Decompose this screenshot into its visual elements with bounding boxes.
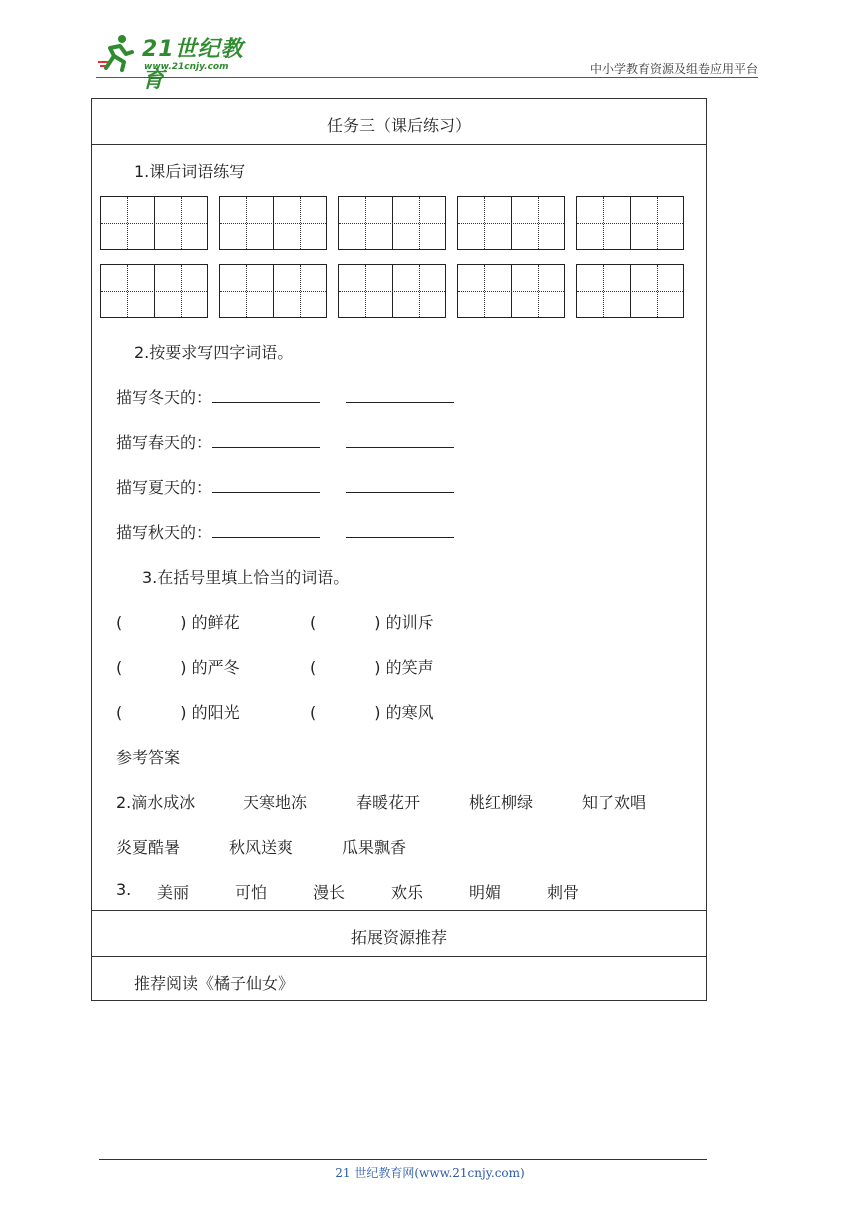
answer-blank[interactable] bbox=[212, 476, 320, 493]
writing-cell[interactable] bbox=[576, 196, 684, 250]
answer-word: 2.滴水成冰 bbox=[116, 793, 196, 812]
q2-label: 描写夏天的： bbox=[116, 478, 213, 497]
writing-cell[interactable] bbox=[576, 264, 684, 318]
answer-word: 美丽 bbox=[157, 883, 190, 902]
q3-item: ( ) 的严冬 bbox=[116, 658, 240, 677]
answer-word: 可怕 bbox=[235, 883, 268, 902]
q3-item: ( ) 的阳光 bbox=[116, 703, 240, 722]
answer-blank[interactable] bbox=[346, 476, 454, 493]
answer-blank[interactable] bbox=[346, 521, 454, 538]
runner-logo-icon bbox=[96, 32, 136, 72]
logo-url: www.21cnjy.com bbox=[144, 62, 229, 72]
q3-title: 3.在括号里填上恰当的词语。 bbox=[142, 568, 350, 587]
extension-title: 拓展资源推荐 bbox=[350, 928, 447, 947]
footer-divider bbox=[99, 1159, 707, 1160]
table-divider bbox=[92, 956, 706, 957]
writing-cell[interactable] bbox=[457, 196, 565, 250]
writing-cell[interactable] bbox=[100, 264, 208, 318]
answer-blank[interactable] bbox=[346, 386, 454, 403]
footer-text: 21 世纪教育网(www.21cnjy.com) bbox=[335, 1166, 525, 1180]
q2-label: 描写秋天的： bbox=[116, 523, 213, 542]
site-logo bbox=[96, 32, 266, 93]
answer-word: 3. bbox=[116, 880, 132, 899]
answer-word: 瓜果飘香 bbox=[342, 838, 407, 857]
recommended-reading: 推荐阅读《橘子仙女》 bbox=[134, 974, 295, 993]
writing-cell[interactable] bbox=[100, 196, 208, 250]
header-platform-text: 中小学教育资源及组卷应用平台 bbox=[589, 62, 758, 76]
table-divider bbox=[92, 910, 706, 911]
q3-item: ( ) 的笑声 bbox=[310, 658, 434, 677]
q2-label: 描写春天的： bbox=[116, 433, 213, 452]
answer-word: 明媚 bbox=[469, 883, 502, 902]
header-divider bbox=[96, 77, 758, 78]
writing-cell[interactable] bbox=[457, 264, 565, 318]
q3-item: ( ) 的鲜花 bbox=[116, 613, 240, 632]
answer-word: 秋风送爽 bbox=[229, 838, 294, 857]
answer-blank[interactable] bbox=[212, 386, 320, 403]
q3-item: ( ) 的训斥 bbox=[310, 613, 434, 632]
q2-label: 描写冬天的： bbox=[116, 388, 213, 407]
q2-title: 2.按要求写四字词语。 bbox=[134, 343, 294, 362]
writing-cell[interactable] bbox=[338, 264, 446, 318]
answer-word: 漫长 bbox=[313, 883, 346, 902]
answer-word: 欢乐 bbox=[391, 883, 424, 902]
answer-word: 炎夏酷暑 bbox=[116, 838, 181, 857]
logo-text: 21世纪教育 bbox=[142, 37, 244, 93]
page-header bbox=[96, 30, 758, 93]
writing-cell[interactable] bbox=[338, 196, 446, 250]
answers-title: 参考答案 bbox=[116, 748, 181, 767]
q3-item: ( ) 的寒风 bbox=[310, 703, 434, 722]
answer-word: 桃红柳绿 bbox=[469, 793, 534, 812]
q2-row-winter bbox=[116, 385, 454, 408]
answer-word: 天寒地冻 bbox=[243, 793, 308, 812]
exercise-table bbox=[91, 98, 707, 1001]
writing-cell[interactable] bbox=[219, 264, 327, 318]
answer-blank[interactable] bbox=[212, 431, 320, 448]
answer-word: 刺骨 bbox=[547, 883, 580, 902]
q1-title: 1.课后词语练写 bbox=[134, 162, 246, 181]
answer-blank[interactable] bbox=[212, 521, 320, 538]
q2-row-spring bbox=[116, 430, 454, 453]
section-title: 任务三（课后练习） bbox=[326, 116, 471, 135]
table-divider bbox=[92, 144, 706, 145]
answer-word: 春暖花开 bbox=[356, 793, 421, 812]
q2-row-summer bbox=[116, 475, 454, 498]
writing-cell[interactable] bbox=[219, 196, 327, 250]
answer-blank[interactable] bbox=[346, 431, 454, 448]
q2-row-autumn bbox=[116, 520, 454, 543]
answer-word: 知了欢唱 bbox=[582, 793, 647, 812]
